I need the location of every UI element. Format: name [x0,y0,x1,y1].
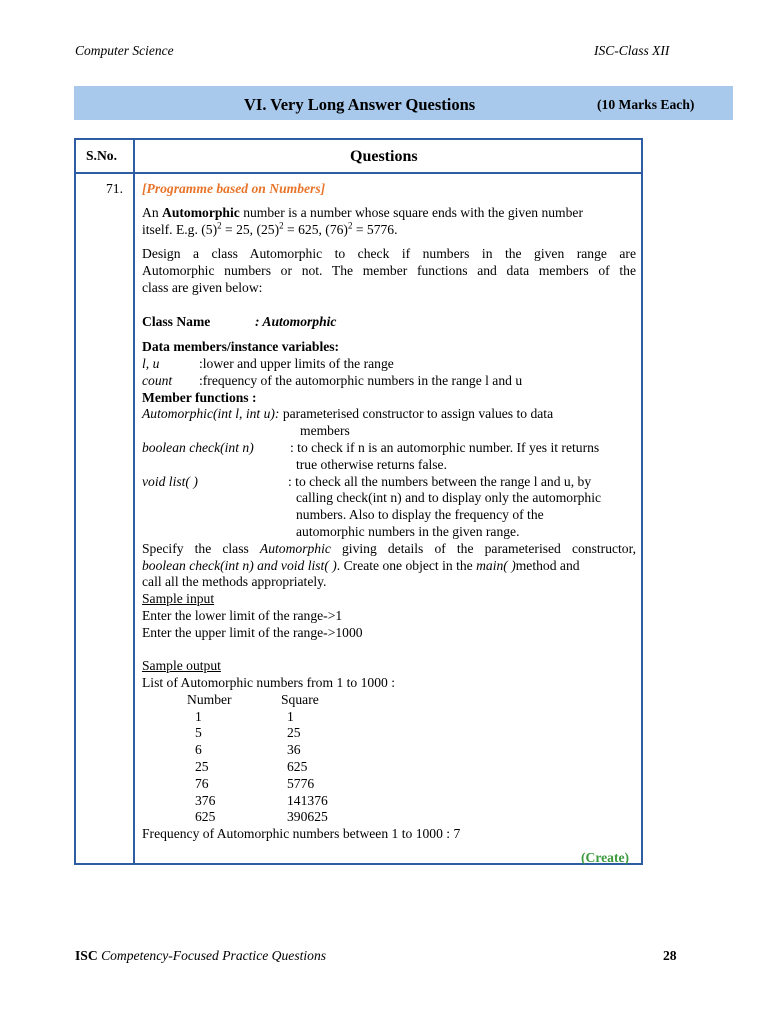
sample-input-heading: Sample input [142,591,215,606]
design-line-3: class are given below: [142,280,263,295]
sample-output-heading: Sample output [142,658,221,673]
cognitive-level-badge: (Create) [581,850,630,865]
question-tag: [Programme based on Numbers] [142,181,326,196]
output-col-number: Number [187,692,232,707]
output-number: 5 [195,725,202,740]
output-title: List of Automorphic numbers from 1 to 1000 : [142,675,395,690]
output-number: 25 [195,759,209,774]
dm-name-lu: l, u [142,356,160,371]
output-number: 76 [195,776,209,791]
output-number: 1 [195,709,202,724]
mf-constructor-line-2: members [300,423,350,438]
output-number: 625 [195,809,216,824]
design-line-2: Automorphic numbers or not. The member functions and data members of the [142,263,636,278]
mf-constructor-desc: parameterised constructor to assign values to data [279,406,554,421]
mf-list-name: void list( ) [142,474,198,489]
intro-line-2 [142,221,398,238]
data-members-heading: Data members/instance variables: [142,339,340,354]
output-square: 5776 [287,776,315,791]
specify-mid: . Create one object in the [336,558,477,573]
output-square: 390625 [287,809,328,824]
intro-eq3: = 5776. [352,222,398,237]
sample-input-line-1: Enter the lower limit of the range->1 [142,608,343,623]
question-number: 71. [106,181,123,196]
superscript: 2 [217,220,222,231]
intro-line-1 [142,204,583,221]
intro-term: Automorphic [162,205,240,220]
output-col-square: Square [281,692,319,707]
design-line-1: Design a class Automorphic to check if numbers in the given range are [142,246,636,261]
section-title: VI. Very Long Answer Questions [244,95,476,114]
footer-board: ISC [75,948,98,963]
section-marks: (10 Marks Each) [597,97,695,112]
specify-line-2 [142,557,580,574]
output-square: 36 [287,742,301,757]
dm-name-count: count [142,373,173,388]
mf-check-desc-1: : to check if n is an automorphic number. If yes it returns [290,440,600,455]
member-functions-heading: Member functions : [142,390,257,405]
intro-pre: An [142,205,163,220]
superscript: 2 [347,220,353,231]
output-number: 6 [195,742,202,757]
output-square: 25 [287,725,301,740]
header-subject: Computer Science [75,43,174,58]
mf-constructor-name: Automorphic(int l, int u): [142,406,280,421]
specify-end: method and [515,558,580,573]
specify-methods: boolean check(int n) and void list( ) [142,558,337,573]
table-column-divider [133,138,135,865]
table-header-divider [74,172,643,174]
output-square: 625 [287,759,308,774]
output-square: 1 [287,709,294,724]
specify-main: main( ) [476,558,516,573]
output-number: 376 [195,793,216,808]
class-name-label: Class Name [142,314,211,329]
page-number: 28 [663,948,677,963]
specify-line-3: call all the methods appropriately. [142,574,327,589]
class-name-value: : Automorphic [255,314,337,329]
mf-check-name: boolean check(int n) [142,440,254,455]
mf-constructor-line-1 [142,405,553,422]
intro-eq-pre: itself. E.g. (5) [142,222,218,237]
column-header-questions: Questions [350,148,418,165]
mf-check-desc-2: true otherwise returns false. [296,457,447,472]
specify-line-1 [142,540,636,557]
frequency-line: Frequency of Automorphic numbers between 1 to 1000 : 7 [142,826,461,841]
intro-post: number is a number whose square ends with the given number [239,205,583,220]
output-square: 141376 [287,793,328,808]
superscript: 2 [279,220,284,231]
mf-list-desc-1: : to check all the numbers between the range l and u, by [288,474,592,489]
footer-book: Competency-Focused Practice Questions [97,948,327,963]
footer-title [75,948,326,964]
intro-eq1: = 25, (25) [221,222,280,237]
mf-list-desc-4: automorphic numbers in the given range. [296,524,520,539]
intro-eq2: = 625, (76) [283,222,348,237]
specify-post: giving details of the parameterised constructor, [330,541,636,556]
mf-list-desc-3: numbers. Also to display the frequency of the [296,507,544,522]
header-class: ISC-Class XII [594,43,670,58]
dm-desc-lu: :lower and upper limits of the range [199,356,394,371]
mf-list-desc-2: calling check(int n) and to display only the automorphic [296,490,602,505]
sample-input-line-2: Enter the upper limit of the range->1000 [142,625,363,640]
specify-pre: Specify the class [142,541,260,556]
specify-class: Automorphic [259,541,331,556]
dm-desc-count: :frequency of the automorphic numbers in the range l and u [199,373,523,388]
column-header-sno: S.No. [86,148,117,163]
